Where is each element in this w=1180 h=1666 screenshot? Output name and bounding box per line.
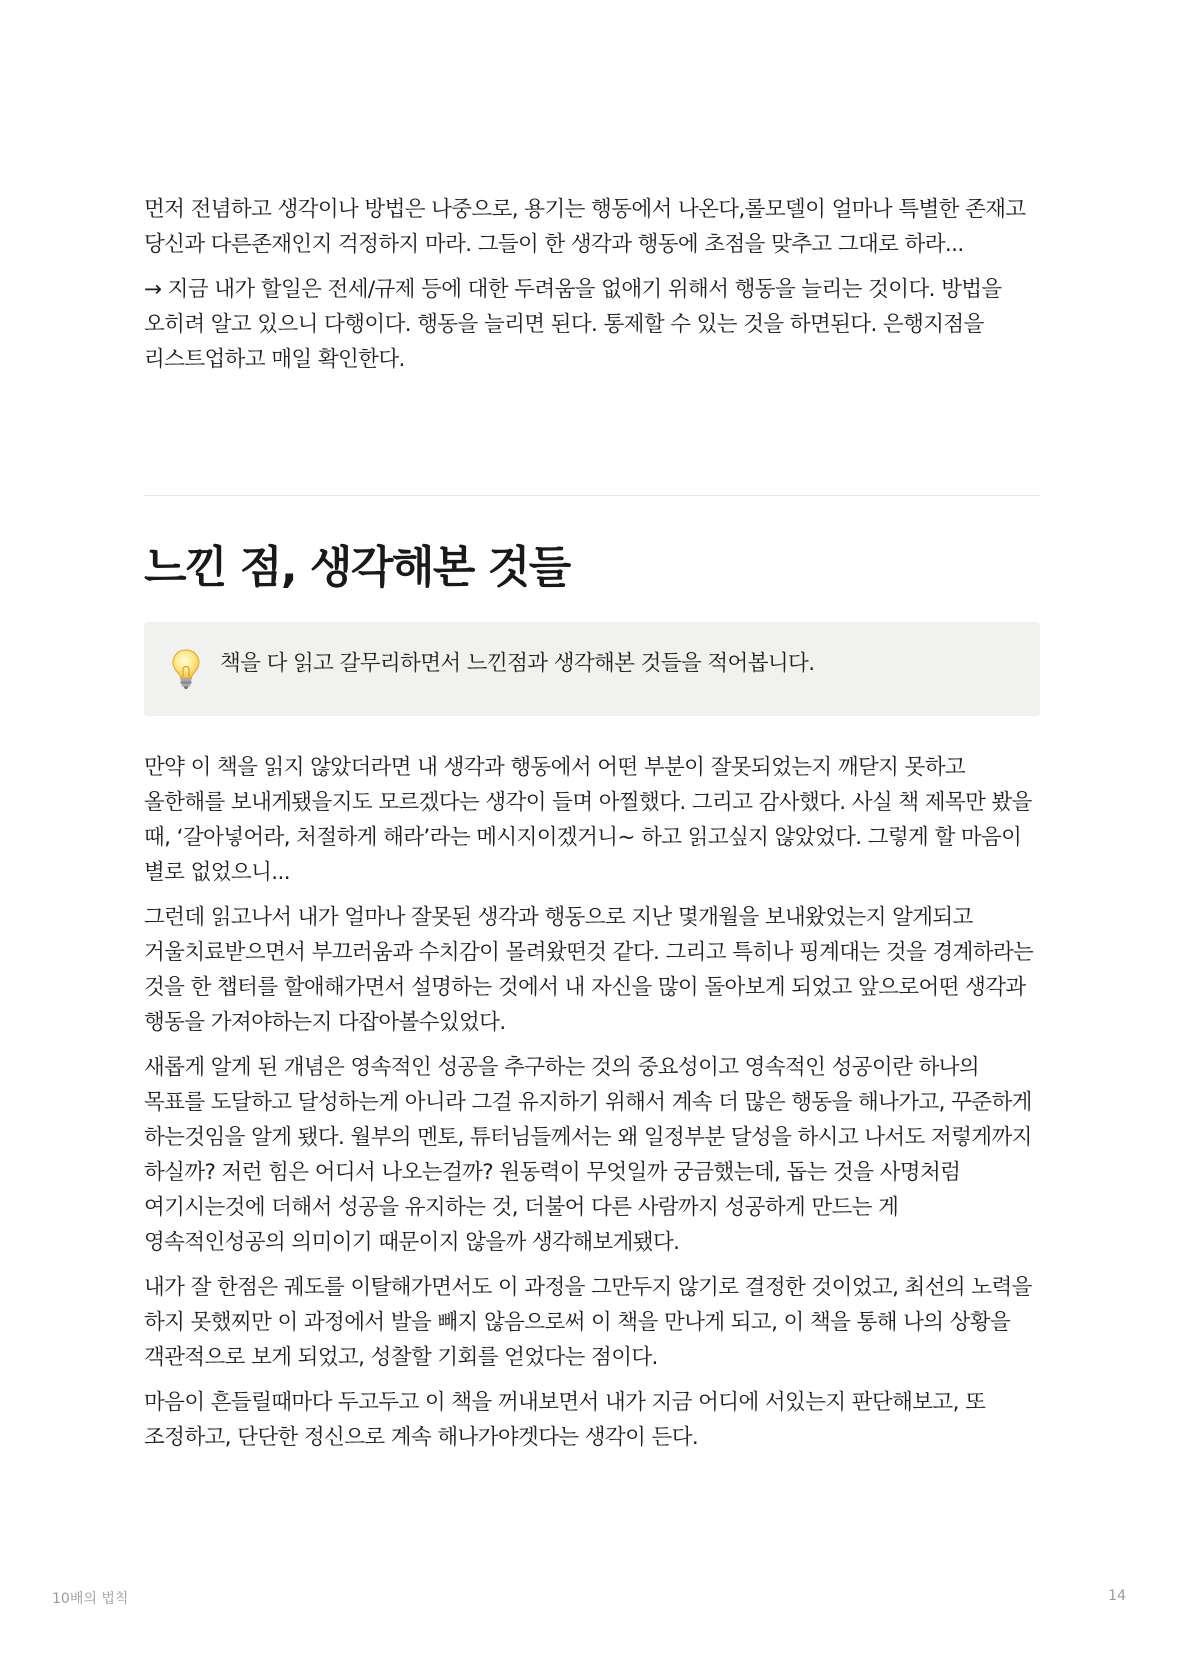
footer-page-number: 14 (1108, 1588, 1126, 1604)
intro-paragraph-2: → 지금 내가 할일은 전세/규제 등에 대한 두려움을 없애기 위해서 행동을 늘리는 것이다. 방법을 오히려 알고 있으니 다행이다. 행동을 늘리면 된다. 통제할 수 있는 것을 하면된다. 은행지점을 리스트업하고 매일 확인한다. (144, 277, 1002, 372)
reflection-paragraph-5: 마음이 흔들릴때마다 두고두고 이 책을 꺼내보면서 내가 지금 어디에 서있는지 판단해보고, 또 조정하고, 단단한 정신으로 계속 해나가야겟다는 생각이 든다. (144, 1390, 986, 1450)
reflection-paragraph-1: 만약 이 책을 읽지 않았더라면 내 생각과 행동에서 어떤 부분이 잘못되었는지 깨닫지 못하고 올한해를 보내게됐을지도 모르겠다는 생각이 들며 아찔했다. 그리고 감사했다. 사실 책 제목만 봤을 때, ‘갈아넣어라, 처절하게 해라’라는 메시지이겠거니~ 하고 읽고싶지 않았었다. 그렇게 할 마음이 별로 없었으니... (144, 755, 1032, 885)
section-heading: 느낀 점, 생각해본 것들 (144, 542, 570, 593)
callout-box (144, 622, 1040, 716)
intro-paragraph-1: 먼저 전념하고 생각이나 방법은 나중으로, 용기는 행동에서 나온다,롤모델이 얼마나 특별한 존재고 당신과 다른존재인지 걱정하지 마라. 그들이 한 생각과 행동에 초점을 맞추고 그대로 하라... (144, 197, 1026, 257)
footer-book-title: 10배의 법칙 (52, 1591, 129, 1607)
intro-block (144, 192, 1040, 377)
lightbulb-icon (170, 648, 202, 690)
page-content (144, 192, 1040, 1465)
reflection-block (144, 750, 1040, 1455)
section-divider (144, 495, 1040, 496)
callout-text: 책을 다 읽고 갈무리하면서 느낀점과 생각해본 것들을 적어봅니다. (220, 651, 815, 676)
reflection-paragraph-4: 내가 잘 한점은 궤도를 이탈해가면서도 이 과정을 그만두지 않기로 결정한 것이었고, 최선의 노력을 하지 못했찌만 이 과정에서 발을 빼지 않음으로써 이 책을 만나게 되고, 이 책을 통해 나의 상황을 객관적으로 보게 되었고, 성찰할 기회를 얻었다는 점이다. (144, 1275, 1032, 1370)
reflection-paragraph-3: 새롭게 알게 된 개념은 영속적인 성공을 추구하는 것의 중요성이고 영속적인 성공이란 하나의 목표를 도달하고 달성하는게 아니라 그걸 유지하기 위해서 계속 더 많은 행동을 해나가고, 꾸준하게 하는것임을 알게 됐다. 월부의 멘토, 튜터님들께서는 왜 일정부분 달성을 하시고 나서도 저렇게까지 하실까? 저런 힘은 어디서 나오는걸까? 원동력이 무엇일까 궁금했는데, 돕는 것을 사명처럼 여기시는것에 더해서 성공을 유지하는 것, 더불어 다른 사람까지 성공하게 만드는 게 영속적인성공의 의미이기 때문이지 않을까 생각해보게됐다. (144, 1055, 1032, 1255)
reflection-paragraph-2: 그런데 읽고나서 내가 얼마나 잘못된 생각과 행동으로 지난 몇개월을 보내왔었는지 알게되고 거울치료받으면서 부끄러움과 수치감이 몰려왔떤것 같다. 그리고 특히나 핑계대는 것을 경계하라는 것을 한 챕터를 할애해가면서 설명하는 것에서 내 자신을 많이 돌아보게 되었고 앞으로어떤 생각과 행동을 가져야하는지 다잡아볼수있었다. (144, 905, 1034, 1035)
